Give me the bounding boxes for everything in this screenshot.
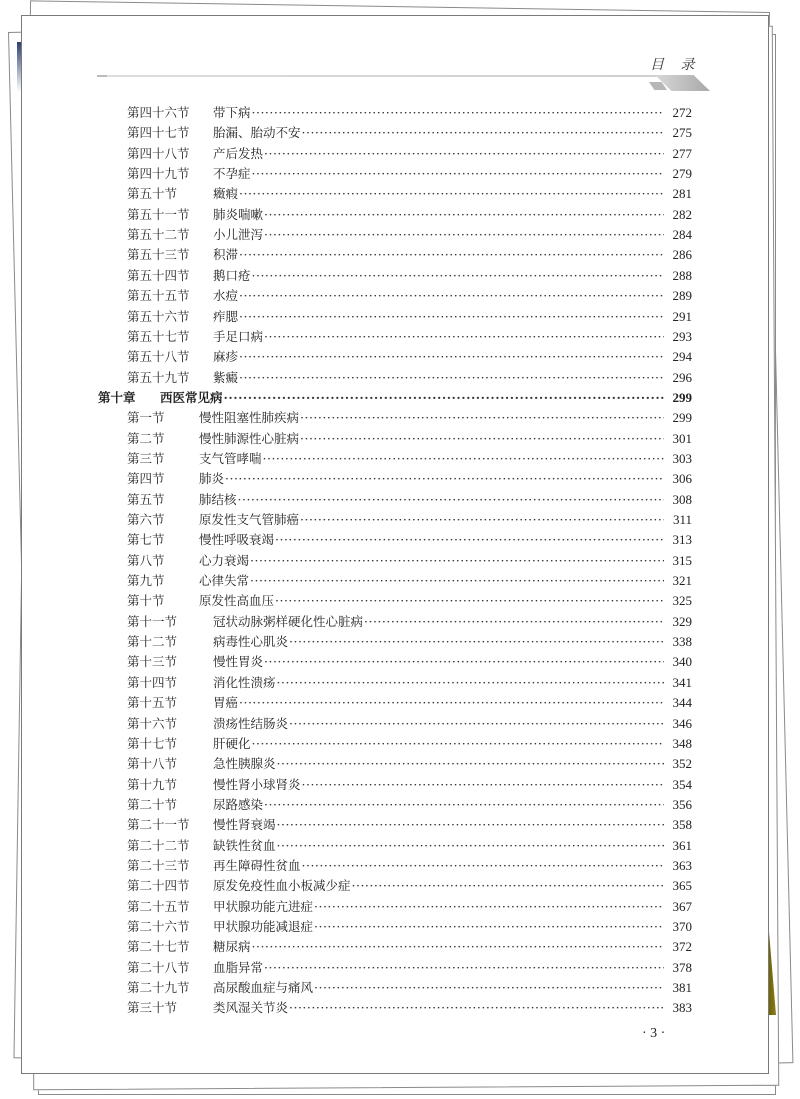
toc-section-entry[interactable] (22, 958, 770, 978)
toc-section-entry[interactable] (22, 429, 770, 449)
toc-section-entry[interactable] (22, 937, 770, 957)
toc-entry-page: 352 (672, 756, 692, 772)
toc-section-entry[interactable] (22, 734, 770, 754)
toc-entry-number: 第二十二节 (127, 837, 190, 853)
toc-entry-number: 第六节 (127, 512, 165, 527)
dot-leader (352, 878, 664, 893)
toc-entry-number: 第五十四节 (127, 267, 190, 283)
toc-entry-page: 284 (672, 227, 692, 243)
toc-entry-number: 第二节 (127, 430, 165, 446)
toc-entry-page: 356 (672, 796, 692, 812)
toc-entry-title: 消化性溃疡 (213, 674, 276, 690)
toc-entry-page: 367 (672, 898, 692, 914)
toc-entry-number: 第十六节 (127, 715, 178, 731)
dot-leader (239, 309, 664, 324)
toc-entry-title: 不孕症 (213, 166, 251, 182)
toc-entry-title: 癥瘕 (213, 186, 239, 202)
toc-entry-page: 338 (672, 634, 692, 650)
toc-entry-page: 370 (672, 919, 692, 934)
toc-entry-number: 第五十五节 (127, 288, 190, 304)
toc-entry-number: 第二十节 (127, 796, 178, 812)
toc-entry-number: 第二十九节 (127, 980, 190, 996)
toc-entry-page: 341 (672, 674, 692, 690)
toc-entry-number: 第二十一节 (127, 817, 190, 833)
toc-entry-title: 带下病 (213, 105, 251, 120)
toc-section-entry[interactable] (22, 266, 770, 286)
toc-entry-title: 胃癌 (213, 695, 239, 711)
toc-entry-number: 第十三节 (127, 654, 178, 670)
toc-section-entry[interactable] (22, 836, 770, 856)
toc-entry-page: 325 (672, 593, 692, 609)
toc-section-entry[interactable] (22, 714, 770, 734)
dot-leader (277, 838, 664, 853)
toc-section-entry[interactable] (22, 327, 770, 347)
dot-leader (264, 329, 664, 344)
toc-entry-page: 354 (672, 776, 692, 792)
toc-entry-page: 378 (672, 959, 692, 975)
dot-leader (314, 980, 664, 995)
dot-leader (314, 919, 664, 934)
dot-leader (252, 105, 664, 120)
dot-leader (364, 614, 664, 629)
toc-entry-title: 冠状动脉粥样硬化性心脏病 (213, 613, 364, 629)
toc-section-entry[interactable] (22, 164, 770, 184)
toc-section-entry[interactable] (22, 286, 770, 306)
toc-entry-page: 275 (672, 125, 692, 141)
dot-leader (225, 471, 664, 486)
dot-leader (252, 268, 664, 283)
toc-entry-title: 急性胰腺炎 (213, 756, 276, 772)
dot-leader (239, 695, 664, 710)
toc-entry-number: 第三十节 (127, 1000, 178, 1016)
toc-entry-page: 296 (672, 369, 692, 385)
dot-leader (302, 858, 664, 873)
toc-entry-number: 第五十三节 (127, 247, 190, 263)
toc-entry-title: 尿路感染 (213, 796, 264, 812)
toc-entry-number: 第二十七节 (127, 939, 190, 955)
toc-entry-number: 第九节 (127, 573, 165, 589)
toc-entry-title: 缺铁性贫血 (213, 837, 276, 853)
toc-entry-number: 第二十八节 (127, 959, 190, 975)
dot-leader (264, 146, 664, 161)
toc-entry-number: 第二十五节 (127, 898, 190, 914)
toc-entry-page: 289 (672, 288, 692, 304)
dot-leader (239, 186, 664, 201)
toc-section-entry[interactable] (22, 490, 770, 510)
dot-leader (239, 370, 664, 385)
toc-section-entry[interactable] (22, 205, 770, 225)
toc-entry-title: 类风湿关节炎 (213, 1000, 289, 1016)
dot-leader (252, 736, 664, 751)
toc-entry-title: 再生障碍性贫血 (213, 857, 301, 873)
dot-leader (289, 716, 664, 731)
toc-entry-page: 329 (672, 613, 692, 629)
toc-entry-number: 第五十二节 (127, 227, 190, 243)
toc-entry-page: 279 (672, 166, 692, 182)
toc-section-entry[interactable] (22, 225, 770, 245)
toc-section-entry[interactable] (22, 245, 770, 265)
toc-entry-page: 348 (672, 735, 692, 751)
dot-leader (275, 593, 664, 608)
toc-section-entry[interactable] (22, 571, 770, 591)
toc-entry-number: 第十章 (98, 389, 136, 405)
toc-entry-page: 346 (672, 715, 692, 731)
toc-entry-number: 第五十八节 (127, 349, 190, 365)
toc-entry-title: 肝硬化 (213, 735, 251, 751)
dot-leader (300, 512, 664, 527)
toc-entry-number: 第七节 (127, 532, 165, 548)
toc-entry-page: 291 (672, 308, 692, 324)
toc-entry-page: 303 (672, 450, 692, 466)
toc-entry-number: 第二十四节 (127, 878, 190, 894)
toc-entry-page: 311 (672, 512, 692, 527)
toc-section-entry[interactable] (22, 632, 770, 652)
toc-section-entry[interactable] (22, 103, 770, 123)
toc-section-entry[interactable] (22, 917, 770, 937)
toc-section-entry[interactable] (22, 449, 770, 469)
toc-entry-title: 痄腮 (213, 308, 239, 324)
toc-entry-number: 第五十六节 (127, 308, 190, 324)
toc-section-entry[interactable] (22, 652, 770, 672)
toc-entry-page: 282 (672, 206, 692, 222)
header-rule (97, 75, 672, 77)
toc-section-entry[interactable] (22, 123, 770, 143)
toc-entry-page: 294 (672, 349, 692, 365)
toc-section-entry[interactable] (22, 469, 770, 489)
toc-entry-title: 心力衰竭 (199, 552, 250, 568)
dot-leader (275, 532, 664, 547)
toc-chapter-entry[interactable] (22, 388, 770, 408)
toc-entry-number: 第十七节 (127, 735, 178, 751)
dot-leader (239, 247, 664, 262)
toc-entry-title: 慢性肾小球肾炎 (213, 776, 301, 792)
dot-leader (264, 654, 664, 669)
toc-entry-number: 第四节 (127, 471, 165, 487)
running-header-title: 目 录 (650, 57, 701, 73)
toc-entry-number: 第五节 (127, 491, 165, 507)
toc-entry-title: 慢性肾衰竭 (213, 817, 276, 833)
toc-entry-title: 肺炎喘嗽 (213, 206, 264, 222)
document-page (21, 15, 769, 1074)
toc-section-entry[interactable] (22, 368, 770, 388)
toc-section-entry[interactable] (22, 998, 770, 1018)
dot-leader (302, 777, 664, 792)
toc-section-entry[interactable] (22, 815, 770, 835)
toc-entry-number: 第十九节 (127, 776, 178, 792)
dot-leader (264, 207, 664, 222)
toc-entry-number: 第四十七节 (127, 125, 190, 141)
toc-entry-page: 363 (672, 857, 692, 873)
toc-entry-number: 第一节 (127, 410, 165, 426)
dot-leader (264, 797, 664, 812)
toc-entry-page: 277 (672, 145, 692, 161)
toc-entry-title: 肺结核 (199, 491, 237, 507)
toc-entry-page: 383 (672, 1000, 692, 1016)
toc-entry-title: 胎漏、胎动不安 (213, 125, 301, 141)
toc-section-entry[interactable] (22, 612, 770, 632)
toc-entry-number: 第十节 (127, 593, 165, 609)
toc-entry-title: 原发性支气管肺癌 (199, 512, 300, 527)
toc-section-entry[interactable] (22, 876, 770, 896)
dot-leader (239, 349, 664, 364)
toc-entry-title: 慢性肺源性心脏病 (199, 430, 300, 446)
toc-entry-title: 肺炎 (199, 471, 225, 487)
dot-leader (300, 410, 664, 425)
toc-entry-number: 第十八节 (127, 756, 178, 772)
dot-leader (289, 634, 664, 649)
dot-leader (264, 227, 664, 242)
toc-section-entry[interactable] (22, 144, 770, 164)
dot-leader (224, 390, 664, 405)
toc-entry-title: 原发性高血压 (199, 593, 275, 609)
toc-entry-page: 308 (672, 491, 692, 507)
toc-section-entry[interactable] (22, 530, 770, 550)
toc-section-entry[interactable] (22, 510, 770, 530)
toc-entry-page: 306 (672, 471, 692, 487)
toc-entry-title: 紫癜 (213, 369, 239, 385)
dot-leader (277, 817, 664, 832)
toc-section-entry[interactable] (22, 795, 770, 815)
toc-entry-title: 血脂异常 (213, 959, 264, 975)
toc-entry-title: 鹅口疮 (213, 267, 251, 283)
toc-section-entry[interactable] (22, 897, 770, 917)
toc-entry-title: 产后发热 (213, 145, 264, 161)
toc-entry-title: 高尿酸血症与痛风 (213, 980, 314, 996)
toc-entry-page: 321 (672, 573, 692, 589)
toc-entry-number: 第四十六节 (127, 105, 190, 120)
toc-entry-title: 慢性呼吸衰竭 (199, 532, 275, 548)
dot-leader (263, 451, 664, 466)
dot-leader (250, 553, 664, 568)
toc-section-entry[interactable] (22, 693, 770, 713)
dot-leader (252, 939, 664, 954)
toc-entry-number: 第八节 (127, 552, 165, 568)
toc-entry-page: 299 (672, 410, 692, 426)
toc-entry-title: 手足口病 (213, 328, 264, 344)
dot-leader (250, 573, 664, 588)
toc-entry-title: 水痘 (213, 288, 239, 304)
toc-section-entry[interactable] (22, 551, 770, 571)
toc-section-entry[interactable] (22, 408, 770, 428)
toc-section-entry[interactable] (22, 978, 770, 998)
toc-section-entry[interactable] (22, 591, 770, 611)
toc-entry-page: 301 (672, 430, 692, 446)
toc-entry-title: 支气管哮喘 (199, 450, 262, 466)
toc-section-entry[interactable] (22, 184, 770, 204)
toc-entry-page: 358 (672, 817, 692, 833)
toc-entry-page: 299 (672, 389, 692, 405)
toc-entry-number: 第十一节 (127, 613, 178, 629)
toc-entry-title: 慢性胃炎 (213, 654, 264, 670)
toc-entry-title: 病毒性心肌炎 (213, 634, 289, 650)
toc-entry-page: 381 (672, 980, 692, 996)
toc-entry-title: 甲状腺功能减退症 (213, 919, 314, 934)
toc-entry-number: 第五十九节 (127, 369, 190, 385)
dot-leader (252, 166, 664, 181)
toc-entry-title: 糖尿病 (213, 939, 251, 955)
toc-entry-number: 第十五节 (127, 695, 178, 711)
dot-leader (238, 492, 664, 507)
toc-section-entry[interactable] (22, 775, 770, 795)
toc-entry-page: 293 (672, 328, 692, 344)
toc-entry-page: 281 (672, 186, 692, 202)
toc-entry-title: 甲状腺功能亢进症 (213, 898, 314, 914)
toc-entry-number: 第五十一节 (127, 206, 190, 222)
dot-leader (314, 899, 664, 914)
toc-section-entry[interactable] (22, 754, 770, 774)
toc-entry-number: 第四十九节 (127, 166, 190, 182)
toc-entry-page: 286 (672, 247, 692, 263)
dot-leader (300, 431, 664, 446)
dot-leader (239, 288, 664, 303)
toc-entry-title: 慢性阻塞性肺疾病 (199, 410, 300, 426)
toc-entry-number: 第二十六节 (127, 919, 190, 934)
dot-leader (264, 960, 664, 975)
toc-entry-page: 372 (672, 939, 692, 955)
toc-section-entry[interactable] (22, 856, 770, 876)
toc-entry-title: 溃疡性结肠炎 (213, 715, 289, 731)
toc-entry-page: 344 (672, 695, 692, 711)
toc-entry-number: 第十四节 (127, 674, 178, 690)
toc-entry-title: 积滞 (213, 247, 239, 263)
toc-entry-number: 第十二节 (127, 634, 178, 650)
toc-entry-title: 小儿泄泻 (213, 227, 264, 243)
toc-entry-number: 第五十节 (127, 186, 178, 202)
toc-entry-title: 麻疹 (213, 349, 239, 365)
toc-entry-page: 288 (672, 267, 692, 283)
toc-entry-page: 313 (672, 532, 692, 548)
toc-entry-title: 西医常见病 (160, 389, 223, 405)
toc-section-entry[interactable] (22, 673, 770, 693)
dot-leader (289, 1000, 664, 1015)
dot-leader (277, 756, 664, 771)
toc-entry-number: 第五十七节 (127, 328, 190, 344)
toc-entry-title: 心律失常 (199, 573, 250, 589)
toc-entry-page: 340 (672, 654, 692, 670)
toc-entry-number: 第二十三节 (127, 857, 190, 873)
toc-entry-number: 第四十八节 (127, 145, 190, 161)
toc-entry-page: 361 (672, 837, 692, 853)
toc-entry-page: 315 (672, 552, 692, 568)
toc-entry-page: 365 (672, 878, 692, 894)
toc-entry-title: 原发免疫性血小板减少症 (213, 878, 351, 894)
toc-section-entry[interactable] (22, 307, 770, 327)
dot-leader (277, 675, 664, 690)
toc-entry-number: 第三节 (127, 450, 165, 466)
toc-section-entry[interactable] (22, 347, 770, 367)
page-number-footer: · 3 · (642, 1026, 666, 1041)
dot-leader (302, 125, 664, 140)
toc-entry-page: 272 (672, 105, 692, 120)
